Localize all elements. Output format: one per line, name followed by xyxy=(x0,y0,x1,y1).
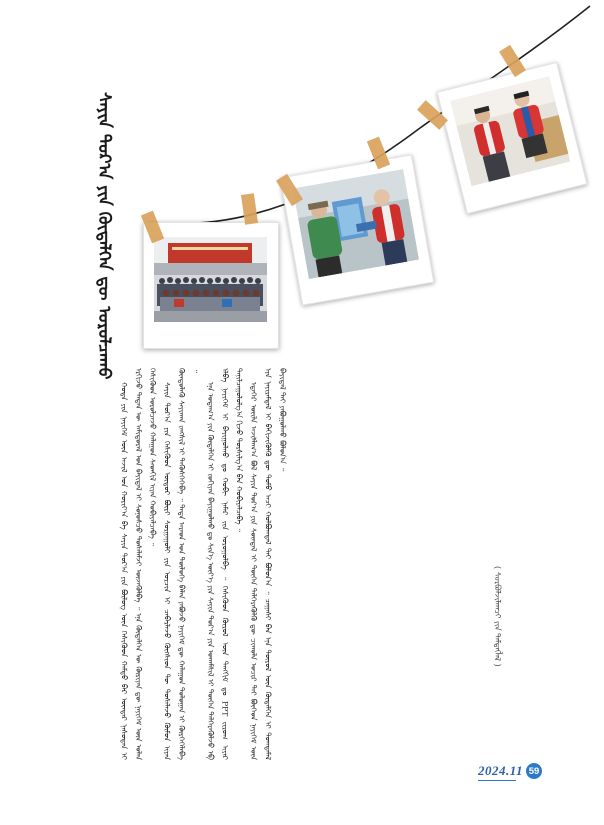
article-body xyxy=(116,368,474,760)
body-paragraph: ᠡᠨᠡ ᠤᠳᠠᠭ᠎ᠠ ᠶᠢᠨ ᠬᠥᠳᠡᠯᠭᠡᠨ ᠢ ᠵᠣᠬᠢᠶᠠᠨ ᠪᠠᠶᠢᠭᠤᠯᠬᠤ ᠳᠤ ᠰᠢᠨ᠎ᠡ ᠦᠶ᠎ᠡ ᠶᠢᠨ ᠰᠠᠶᠢᠨ ᠳᠣᠷ᠎ᠠ ᠶᠢᠨ ᠤᠬᠠᠮᠰᠢᠯ ᠢ ᠲᠦᠭᠡᠨ ᠳᠡᠯᠭᠡᠷᠡᠭᠦᠯᠵᠦ ᠡᠪ ᠡᠯᠪᠡ ᠨᠡᠶᠢᠭᠡᠮ ᠢ ᠪᠠᠶᠢᠭᠤᠯᠬᠤ ᠳᠤ ᠬᠤᠪᠢ ᠨᠡᠮᠡᠷ ᠵᠢᠨ ᠣᠷᠣᠭᠤᠯᠪᠠ ᠃ ᠭᠡᠰᠢᠭᠦᠳ ᠬᠦᠷᠦᠯ ᠦᠨ ᠲᠠᠩᠬᠢᠮ ᠳᠤ PPT ᠵᠢᠷᠤᠭ ᠢᠶᠠᠷ ᠲᠠᠨᠢᠯᠴᠠᠭᠤᠯᠤᠯᠭ᠎ᠠ ᠬᠢᠵᠦ ᠲᠤᠷᠰᠢᠯᠭ᠎ᠠ ᠪᠠᠨ ᠬᠤᠪᠢᠶᠠᠯᠴᠠᠪᠠ ᠃ xyxy=(205,368,244,760)
body-paragraph: ᠰᠠᠶᠢᠨ ᠳᠣᠷ᠎ᠠ ᠶᠢᠨ ᠭᠡᠰᠢᠭᠦᠳ ᠥᠳᠥᠷ ᠪᠦᠷᠢ ᠰᠤᠷᠭᠠᠭᠤᠯᠢ ᠶᠢᠨ ᠣᠷᠴᠢᠨ ᠢ ᠴᠡᠪᠡᠷᠯᠡᠵᠦ ᠬᠥᠭᠰᠢᠳ ᠲᠦ ᠲᠤᠰᠠᠯᠠᠵᠤ ᠬᠦᠮᠦᠨ ᠢᠶᠡᠨ ᠬᠦᠨᠳᠦᠯᠡᠬᠦ ᠰᠠᠶᠢᠬᠠᠨ ᠵᠠᠩᠰᠢᠯ ᠢ ᠲᠡᠭᠦᠰᠬᠡᠭᠡᠪᠡ ᠃ ᠲᠡᠳᠡ ᠠᠷᠠᠳ ᠤᠨ ᠲᠥᠯᠥᠭᠡ ᠪᠡᠯᠡᠨ ᠶᠠᠪᠤᠵᠤ ᠨᠡᠶᠢᠭᠡᠮ ᠳᠦ ᠬᠠᠯᠠᠭᠤᠨ ᠳᠣᠯᠤᠭᠠᠨ ᠢ ᠬᠦᠷᠭᠡᠭᠡᠯᠡᠪᠡ ᠃ xyxy=(162,368,201,760)
two-volunteers-image xyxy=(450,76,570,186)
issue-date: 2024.11 xyxy=(478,763,524,778)
body-paragraph: ᠡᠳᠡᠭᠡᠷ ᠦᠢᠯᠡ ᠠᠵᠢᠯᠯᠠᠭ᠎ᠠ ᠪᠣᠯ ᠰᠠᠶᠢᠨ ᠳᠣᠷ᠎ᠠ ᠶᠢᠨ ᠰᠦᠨᠳᠡᠯ ᠢ ᠲᠦᠭᠡᠨ ᠳᠡᠯᠭᠡᠷᠡᠭᠦᠯᠬᠦ ᠳᠦ ᠴᠢᠬᠤᠯᠠ ᠤᠴᠢᠷ ᠲᠠᠢ ᠪᠥᠭᠡᠳ ᠨᠡᠶᠢᠭᠡᠮ ᠦᠨ ᠡᠶᠡ ᠨᠠᠶᠢᠷᠠᠮᠳᠠᠯ ᠢ ᠪᠡᠬᠢᠵᠢᠭᠦᠯᠬᠦ ᠳᠦ ᠲᠣᠮᠣ ᠠᠴᠢ ᠬᠣᠯᠪᠣᠭᠳᠠᠯ ᠲᠠᠢ ᠪᠣᠯᠤᠨ᠎ᠠ ᠃ ᠴᠠᠭᠠᠰᠢ ᠪᠠᠨ ᠡᠨᠡ ᠲᠥᠷᠦᠯ ᠦᠨ ᠬᠥᠳᠡᠯᠭᠡᠨ ᠢ ᠲᠣᠭᠲᠠᠮᠠᠯ ᠪᠠᠶᠢᠳᠠᠯ ᠲᠠᠢ ᠶᠠᠪᠤᠭᠤᠯᠬᠤ ᠪᠣᠯᠤᠨ᠎ᠠ ᠃ xyxy=(249,368,287,760)
volunteer-elder-image xyxy=(293,169,419,279)
photo-group-event xyxy=(143,222,279,349)
article-byline: ( ᠰᠤᠷᠪᠤᠯᠵᠢᠯᠠᠭᠴᠢ ᠶᠢᠨ ᠲᠡᠮᠳᠡᠭᠯᠡᠯ ) xyxy=(493,566,502,667)
group-photo-image xyxy=(154,237,267,322)
article-title: ᠰᠠᠶᠢᠨ ᠳᠣᠷ᠎ᠠ ᠶᠢᠨ ᠬᠥᠳᠡᠯᠭᠡᠨ ᠳᠦ ᠣᠷᠣᠯᠴᠠᠬᠤ xyxy=(94,92,114,380)
page-footer xyxy=(478,762,542,780)
footer-underline xyxy=(478,780,516,781)
page-number: 59 xyxy=(526,763,542,779)
body-paragraph: ᠬᠣᠲᠠ ᠶᠢᠨ ᠨᠡᠶᠢᠭᠡᠮ ᠦᠨ ᠠᠵᠢᠯ ᠤᠨ ᠬᠣᠷᠢᠶ᠎ᠠ ᠪᠠ ᠰᠠᠶᠢᠨ ᠳᠣᠷ᠎ᠠ ᠶᠢᠨ ᠪᠦᠯᠦᠭ ᠦᠨ ᠭᠡᠰᠢᠭᠦᠳ ᠬᠠᠮᠲᠤ ᠪᠡᠷ ᠥᠨᠳᠡᠷ ᠨᠠᠰᠤᠲᠠᠨ ᠢ ᠡᠷᠭᠢᠵᠦ ᠲᠡᠳᠡᠨ ᠦ ᠠᠮᠢᠳᠤᠷᠠᠯ ᠤᠨ ᠪᠠᠶᠢᠳᠠᠯ ᠢ ᠰᠣᠨᠤᠰᠴᠤ ᠲᠤᠰᠠᠯᠠᠮᠵᠢ ᠦᠵᠡᠭᠦᠯᠪᠡ ᠃ ᠡᠨᠡ ᠬᠥᠳᠡᠯᠭᠡᠨ ᠦ ᠬᠦᠷᠢᠶᠡᠨ ᠳᠦ ᠨᠡᠶᠢᠭᠡᠮ ᠦᠨ ᠣᠯᠠᠨ ᠭᠡᠰᠢᠭᠦᠳ ᠣᠷᠣᠯᠴᠠᠵᠤ ᠬᠠᠯᠠᠭᠤᠨ ᠰᠡᠳᠬᠢᠯ ᠢᠶᠡᠨ ᠬᠤᠪᠢᠶᠠᠯᠴᠠᠪᠠ ᠃ xyxy=(119,368,158,760)
photo-volunteer-elder xyxy=(280,154,435,305)
